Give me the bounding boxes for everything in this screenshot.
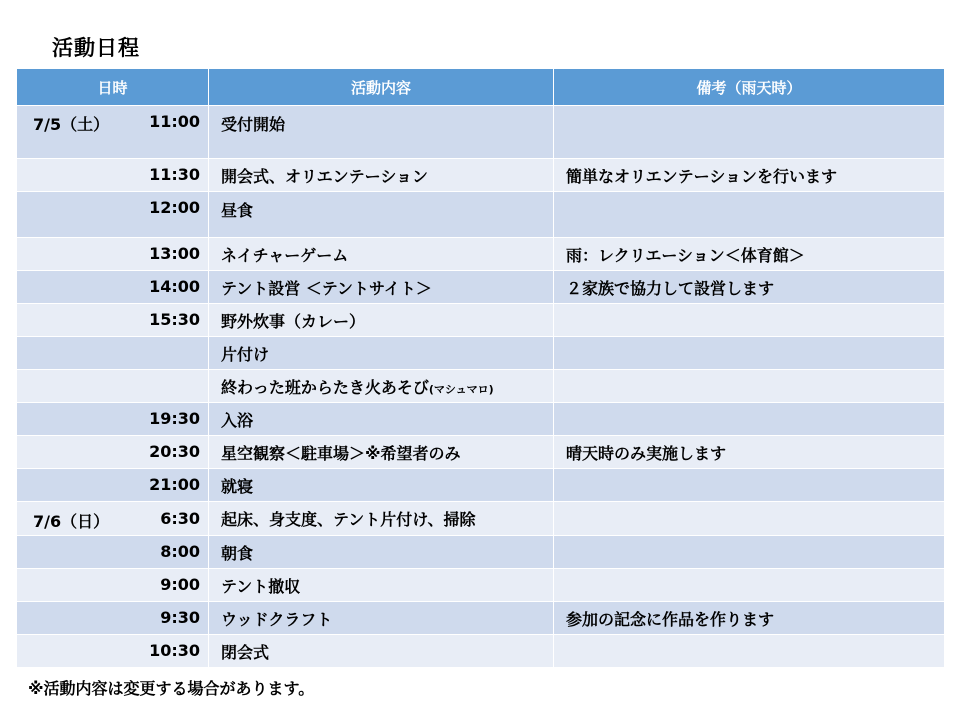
activity-text: 星空観察＜駐車場＞※希望者のみ (221, 443, 461, 463)
datetime-cell (17, 159, 209, 192)
time-text: 11:00 (149, 112, 200, 131)
note-cell (554, 403, 945, 436)
time-text: 8:00 (160, 542, 200, 561)
note-cell: 簡単なオリエンテーションを行います (554, 159, 945, 192)
time-text: 13:00 (149, 244, 200, 263)
datetime-cell (17, 502, 209, 536)
time-text: 9:00 (160, 575, 200, 594)
schedule-table (16, 68, 945, 668)
activity-text: 終わった班からたき火あそび (221, 377, 429, 397)
table-row (17, 469, 945, 502)
datetime-cell (17, 337, 209, 370)
activity-cell (209, 602, 554, 635)
activity-cell (209, 403, 554, 436)
table-row (17, 569, 945, 602)
table-row (17, 370, 945, 403)
note-cell (554, 536, 945, 569)
note-cell (554, 502, 945, 536)
note-cell (554, 106, 945, 159)
activity-cell (209, 337, 554, 370)
time-text: 10:30 (149, 641, 200, 660)
activity-text: 朝食 (221, 543, 254, 563)
table-row (17, 337, 945, 370)
footer-note: ※活動内容は変更する場合があります。 (28, 679, 315, 698)
note-cell (554, 304, 945, 337)
activity-cell (209, 635, 554, 668)
datetime-cell (17, 602, 209, 635)
activity-cell (209, 502, 554, 536)
activity-cell (209, 436, 554, 469)
datetime-cell (17, 238, 209, 271)
table-row (17, 271, 945, 304)
note-cell (554, 337, 945, 370)
activity-text: 片付け (221, 344, 270, 364)
datetime-cell (17, 370, 209, 403)
activity-cell (209, 238, 554, 271)
table-row (17, 304, 945, 337)
table-row (17, 192, 945, 238)
activity-cell (209, 159, 554, 192)
activity-cell (209, 536, 554, 569)
activity-text: 起床、身支度、テント片付け、掃除 (221, 510, 476, 529)
datetime-cell (17, 569, 209, 602)
time-text: 21:00 (149, 475, 200, 494)
datetime-cell (17, 403, 209, 436)
table-header-row (17, 69, 945, 106)
header-activity: 活動内容 (209, 69, 554, 106)
datetime-cell (17, 106, 209, 159)
activity-text: テント撤収 (221, 576, 301, 596)
date-text: 7/5（土） (33, 115, 110, 134)
note-cell: ２家族で協力して設営します (554, 271, 945, 304)
page-title: 活動日程 (52, 36, 140, 60)
activity-cell (209, 304, 554, 337)
activity-text: テント設営 ＜テントサイト＞ (221, 278, 432, 298)
table-row (17, 502, 945, 536)
activity-note-small: (マシュマロ) (428, 382, 494, 396)
table-row (17, 602, 945, 635)
note-cell: 雨：レクリエーション＜体育館＞ (554, 238, 945, 271)
table-row (17, 436, 945, 469)
table-row (17, 635, 945, 668)
datetime-cell (17, 536, 209, 569)
activity-text: 閉会式 (221, 642, 270, 662)
table-row (17, 403, 945, 436)
table-row (17, 159, 945, 192)
datetime-cell (17, 304, 209, 337)
time-text: 11:30 (149, 165, 200, 184)
activity-cell (209, 569, 554, 602)
activity-text: ウッドクラフト (221, 609, 333, 629)
activity-cell (209, 106, 554, 159)
header-datetime: 日時 (17, 69, 209, 106)
header-note: 備考（雨天時） (554, 69, 945, 106)
activity-text: 野外炊事（カレー） (221, 311, 366, 331)
note-cell: 晴天時のみ実施します (554, 436, 945, 469)
table-row (17, 536, 945, 569)
date-text: 7/6（日） (33, 512, 110, 531)
datetime-cell (17, 635, 209, 668)
datetime-cell (17, 469, 209, 502)
note-cell: 参加の記念に作品を作ります (554, 602, 945, 635)
activity-text: ネイチャーゲーム (221, 245, 349, 265)
note-cell (554, 370, 945, 403)
table-row (17, 238, 945, 271)
time-text: 20:30 (149, 442, 200, 461)
note-cell (554, 469, 945, 502)
time-text: 6:30 (160, 509, 200, 528)
time-text: 19:30 (149, 409, 200, 428)
activity-text: 入浴 (221, 410, 254, 430)
activity-text: 開会式、オリエンテーション (221, 166, 429, 186)
activity-cell (209, 271, 554, 304)
time-text: 12:00 (149, 198, 200, 217)
activity-text: 就寝 (221, 476, 254, 496)
time-text: 15:30 (149, 310, 200, 329)
activity-text: 受付開始 (221, 115, 286, 134)
note-cell (554, 192, 945, 238)
activity-cell (209, 469, 554, 502)
activity-cell (209, 192, 554, 238)
datetime-cell (17, 436, 209, 469)
activity-cell (209, 370, 554, 403)
note-cell (554, 569, 945, 602)
time-text: 14:00 (149, 277, 200, 296)
table-row (17, 106, 945, 159)
time-text: 9:30 (160, 608, 200, 627)
activity-text: 昼食 (221, 201, 254, 220)
datetime-cell (17, 192, 209, 238)
datetime-cell (17, 271, 209, 304)
note-cell (554, 635, 945, 668)
